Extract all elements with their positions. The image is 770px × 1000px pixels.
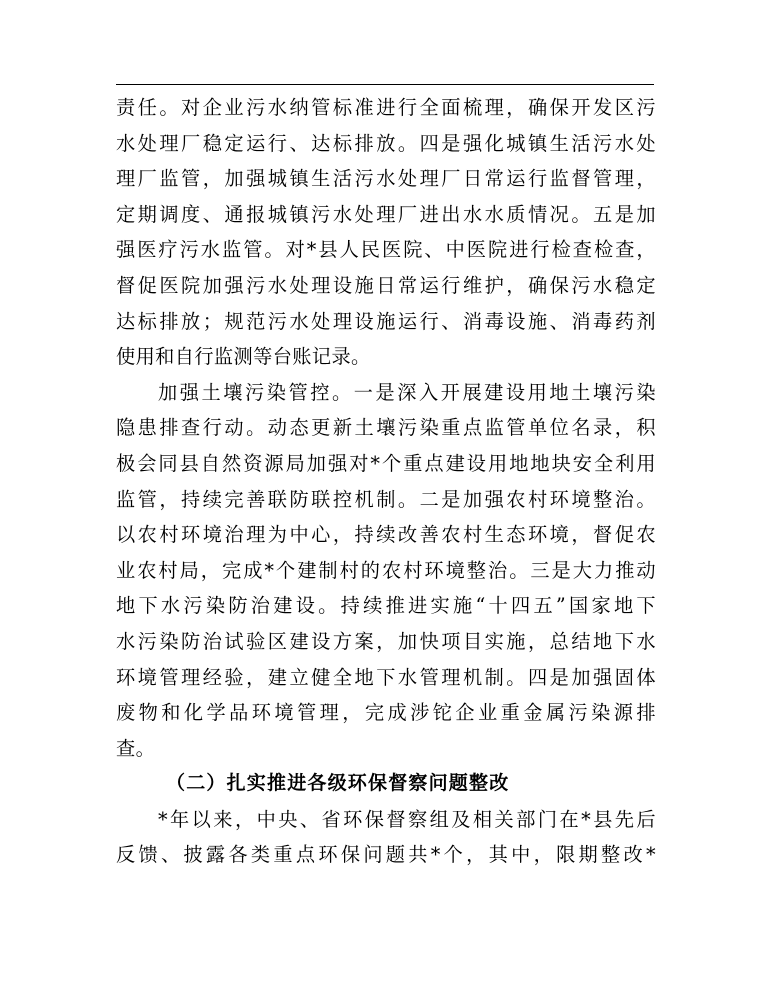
text-line: 以农村环境治理为中心，持续改善农村生态环境，督促农 bbox=[116, 523, 656, 547]
section-heading: （二）扎实推进各级环保督察问题整改 bbox=[166, 772, 510, 795]
document-body bbox=[116, 90, 656, 873]
text-line: 水污染防治试验区建设方案，加快项目实施，总结地下水 bbox=[116, 629, 656, 653]
text-line: 环境管理经验，建立健全地下水管理机制。四是加强固体 bbox=[116, 665, 656, 689]
text-line: 水处理厂稳定运行、达标排放。四是强化城镇生活污水处 bbox=[116, 131, 656, 155]
text-line: 监管，持续完善联防联控机制。二是加强农村环境整治。 bbox=[116, 487, 656, 511]
text-line: 定期调度、通报城镇污水处理厂进出水水质情况。五是加 bbox=[116, 202, 656, 226]
paragraph-start-line: 加强土壤污染管控。一是深入开展建设用地土壤污染 bbox=[158, 380, 656, 404]
text-line: 地下水污染防治建设。持续推进实施“十四五”国家地下 bbox=[116, 594, 656, 618]
text-line: 隐患排查行动。动态更新土壤污染重点监管单位名录，积 bbox=[116, 416, 656, 440]
text-line: 强医疗污水监管。对*县人民医院、中医院进行检查检查， bbox=[116, 238, 656, 262]
text-line: 业农村局，完成*个建制村的农村环境整治。三是大力推动 bbox=[116, 558, 656, 582]
text-line: 查。 bbox=[116, 736, 156, 760]
text-line: 极会同县自然资源局加强对*个重点建设用地地块安全利用 bbox=[116, 451, 656, 475]
text-line: 废物和化学品环境管理，完成涉铊企业重金属污染源排 bbox=[116, 701, 656, 725]
text-line: 责任。对企业污水纳管标准进行全面梳理，确保开发区污 bbox=[116, 96, 656, 119]
text-line: 使用和自行监测等台账记录。 bbox=[116, 345, 371, 369]
text-line: 理厂监管，加强城镇生活污水处理厂日常运行监督管理， bbox=[116, 167, 656, 191]
paragraph-start-line: *年以来，中央、省环保督察组及相关部门在*县先后 bbox=[158, 807, 656, 831]
text-line: 达标排放；规范污水处理设施运行、消毒设施、消毒药剂 bbox=[116, 309, 656, 333]
text-line: 督促医院加强污水处理设施日常运行维护，确保污水稳定 bbox=[116, 273, 656, 297]
header-rule bbox=[116, 84, 654, 85]
text-line: 反馈、披露各类重点环保问题共*个，其中，限期整改* bbox=[116, 843, 656, 867]
